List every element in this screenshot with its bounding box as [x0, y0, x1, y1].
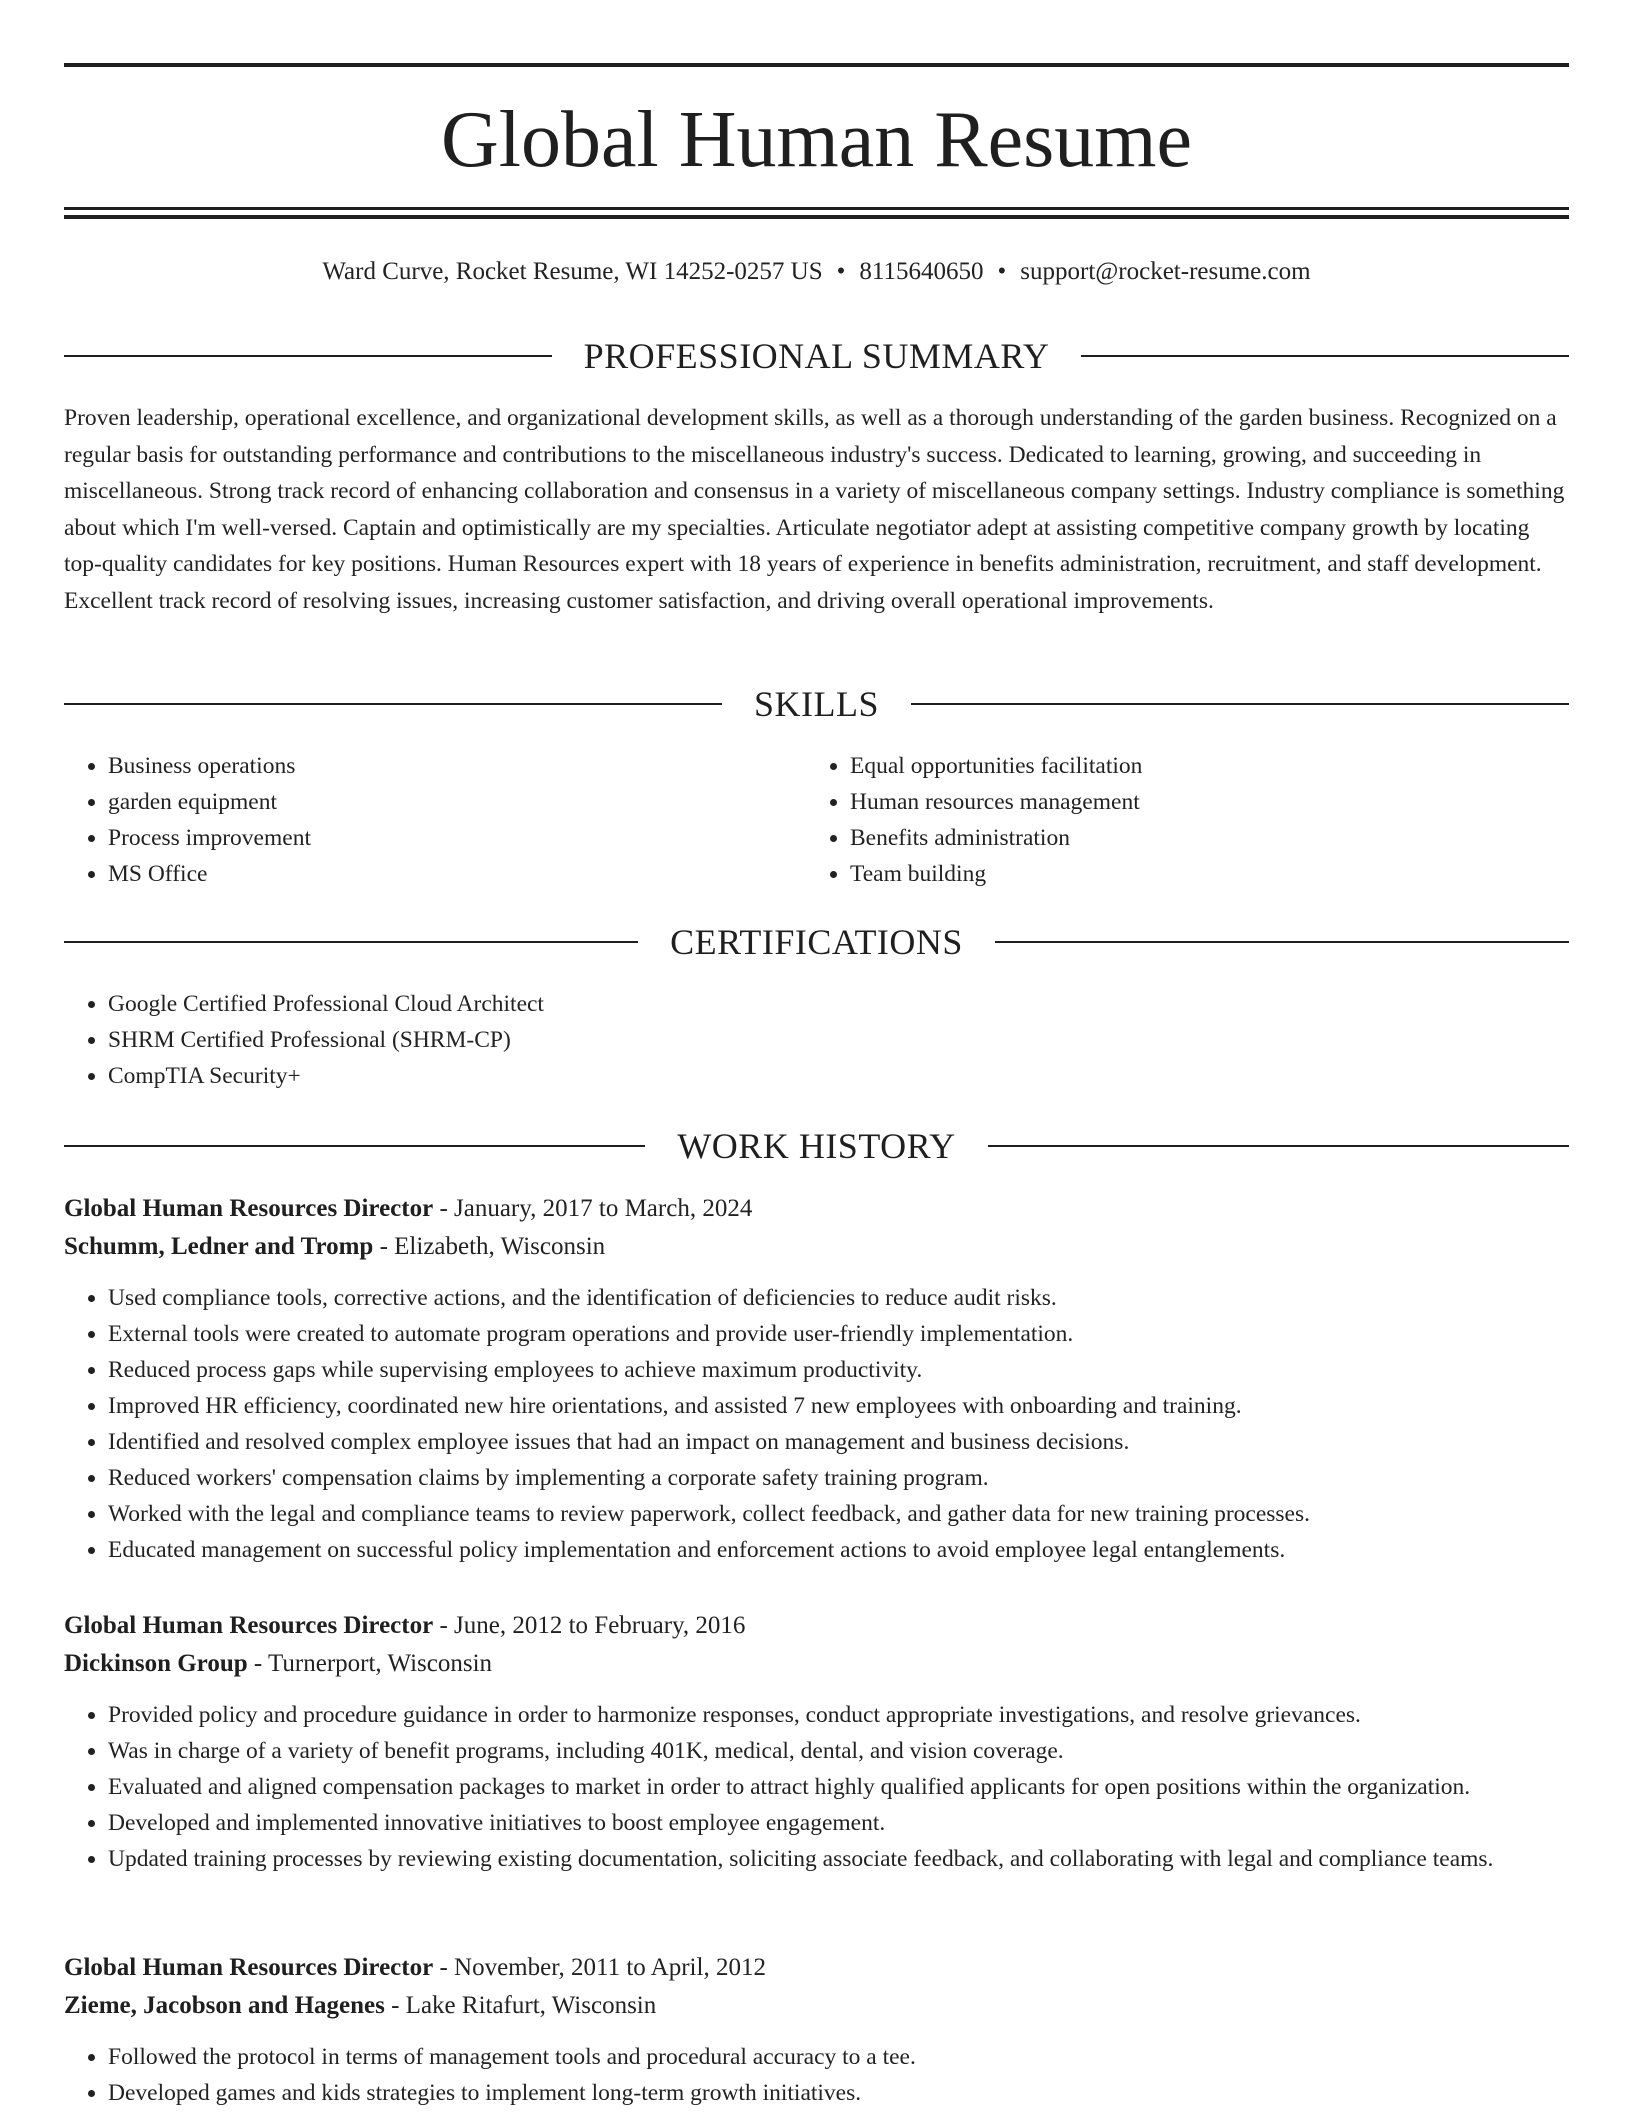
certification-item: • Google Certified Professional Cloud Architect	[108, 986, 1569, 1022]
job-location: - Elizabeth, Wisconsin	[373, 1233, 606, 1260]
job-title: Global Human Resources Director	[64, 1195, 434, 1222]
job-bullet: • Developed and implemented innovative initiatives to boost employee engagement.	[108, 1805, 1569, 1841]
section-heading-skills	[64, 682, 1569, 726]
job-bullet: • Provided policy and procedure guidance in order to harmonize responses, conduct appropriate investigations, and resolve grievances.	[108, 1697, 1569, 1733]
job-company-line	[64, 1228, 1569, 1266]
job-bullet: • Used compliance tools, corrective actions, and the identification of deficiencies to reduce audit risks.	[108, 1280, 1569, 1316]
skill-item: • Process improvement	[108, 820, 804, 856]
section-title: WORK HISTORY	[677, 1126, 956, 1166]
job-bullet: • Reduced workers' compensation claims by implementing a corporate safety training program.	[108, 1460, 1569, 1496]
skill-item: • garden equipment	[108, 784, 804, 820]
contact-email: support@rocket-resume.com	[1020, 258, 1311, 285]
job-dates: - June, 2012 to February, 2016	[433, 1612, 746, 1639]
job-entry	[64, 1190, 1569, 1568]
job-company: Dickinson Group	[64, 1650, 248, 1677]
heading-rule-left	[64, 1145, 645, 1147]
skill-item: • Team building	[850, 856, 1566, 892]
heading-rule-left	[64, 941, 638, 943]
header-top-rule	[64, 63, 1569, 67]
job-bullets	[64, 1697, 1569, 1877]
heading-rule-left	[64, 355, 552, 357]
contact-phone: 8115640650	[859, 258, 984, 285]
job-bullet: • Reduced process gaps while supervising employees to achieve maximum productivity.	[108, 1352, 1569, 1388]
heading-rule-right	[1081, 355, 1569, 357]
job-dates: - November, 2011 to April, 2012	[433, 1954, 766, 1981]
certifications-block	[64, 986, 1569, 1094]
skills-list	[64, 748, 804, 892]
job-bullet: • Updated training processes by reviewing existing documentation, soliciting associate feedback, and collaborating with legal and compliance teams.	[108, 1841, 1569, 1877]
section-heading-summary	[64, 334, 1569, 378]
job-title-line	[64, 1607, 1569, 1645]
section-title: SKILLS	[754, 684, 880, 724]
job-bullet: • Educated management on successful policy implementation and enforcement actions to avoid employee legal entanglements.	[108, 1532, 1569, 1568]
contact-separator: •	[997, 258, 1007, 285]
job-location: - Lake Ritafurt, Wisconsin	[384, 1992, 657, 2019]
summary-paragraph: Proven leadership, operational excellence, and organizational development skills, as well as a thorough understanding of the garden business. Recognized on a regular basis for outstanding performance and contributions to the miscellaneous industry's success. Dedicated to learning, growing, and succeeding in miscellaneous. Strong track record of enhancing collaboration and consensus in a variety of miscellaneous company settings. Industry compliance is something about which I'm well-versed. Captain and optimistically are my specialties. Articulate negotiator adept at assisting competitive company growth by locating top-quality candidates for key positions. Human Resources expert with 18 years of experience in benefits administration, recruitment, and staff development. Excellent track record of resolving issues, increasing customer satisfaction, and driving overall operational improvements.	[64, 405, 1565, 614]
job-bullet: • Identified and resolved complex employee issues that had an impact on management and business decisions.	[108, 1424, 1569, 1460]
resume-name: Global Human Resume	[441, 96, 1192, 184]
heading-rule-left	[64, 703, 722, 705]
job-title: Global Human Resources Director	[64, 1612, 434, 1639]
job-bullet: • Improved HR efficiency, coordinated new hire orientations, and assisted 7 new employees with onboarding and training.	[108, 1388, 1569, 1424]
job-bullet: • Worked with the legal and compliance teams to review paperwork, collect feedback, and gather data for new training processes.	[108, 1496, 1569, 1532]
job-company: Schumm, Ledner and Tromp	[64, 1233, 374, 1260]
skills-column-left	[64, 748, 804, 892]
section-title: PROFESSIONAL SUMMARY	[583, 336, 1050, 376]
certifications-list	[64, 986, 1569, 1094]
skills-column-right	[806, 748, 1566, 892]
heading-rule-right	[995, 941, 1569, 943]
job-entry	[64, 1607, 1569, 1877]
job-title: Global Human Resources Director	[64, 1954, 434, 1981]
heading-rule-right	[988, 1145, 1569, 1147]
skill-item: • Benefits administration	[850, 820, 1566, 856]
contact-separator: •	[836, 258, 846, 285]
section-heading-certifications	[64, 920, 1569, 964]
job-company-line	[64, 1645, 1569, 1683]
skills-list	[806, 748, 1566, 892]
job-company: Zieme, Jacobson and Hagenes	[64, 1992, 385, 2019]
job-dates: - January, 2017 to March, 2024	[433, 1195, 753, 1222]
job-bullet: • Was in charge of a variety of benefit programs, including 401K, medical, dental, and vision coverage.	[108, 1733, 1569, 1769]
job-bullet: • External tools were created to automate program operations and provide user-friendly implementation.	[108, 1316, 1569, 1352]
job-entry	[64, 1949, 1569, 2111]
job-bullet: • Evaluated and aligned compensation packages to market in order to attract highly qualified applicants for open positions within the organization.	[108, 1769, 1569, 1805]
skill-item: • Equal opportunities facilitation	[850, 748, 1566, 784]
certification-item: • CompTIA Security+	[108, 1058, 1569, 1094]
section-heading-work-history	[64, 1124, 1569, 1168]
job-company-line	[64, 1987, 1569, 2025]
job-title-line	[64, 1190, 1569, 1228]
job-location: - Turnerport, Wisconsin	[247, 1650, 493, 1677]
job-bullet: • Developed games and kids strategies to implement long-term growth initiatives.	[108, 2075, 1569, 2111]
skill-item: • MS Office	[108, 856, 804, 892]
job-bullets	[64, 2039, 1569, 2111]
contact-address: Ward Curve, Rocket Resume, WI 14252-0257 US	[322, 258, 823, 285]
contact-line	[64, 254, 1569, 290]
skill-item: • Human resources management	[850, 784, 1566, 820]
job-bullet: • Followed the protocol in terms of management tools and procedural accuracy to a tee.	[108, 2039, 1569, 2075]
heading-rule-right	[911, 703, 1569, 705]
header-double-rule-upper	[64, 207, 1569, 210]
header-double-rule-lower	[64, 215, 1569, 219]
job-title-line	[64, 1949, 1569, 1987]
skill-item: • Business operations	[108, 748, 804, 784]
certification-item: • SHRM Certified Professional (SHRM-CP)	[108, 1022, 1569, 1058]
job-bullets	[64, 1280, 1569, 1568]
section-title: CERTIFICATIONS	[670, 922, 963, 962]
